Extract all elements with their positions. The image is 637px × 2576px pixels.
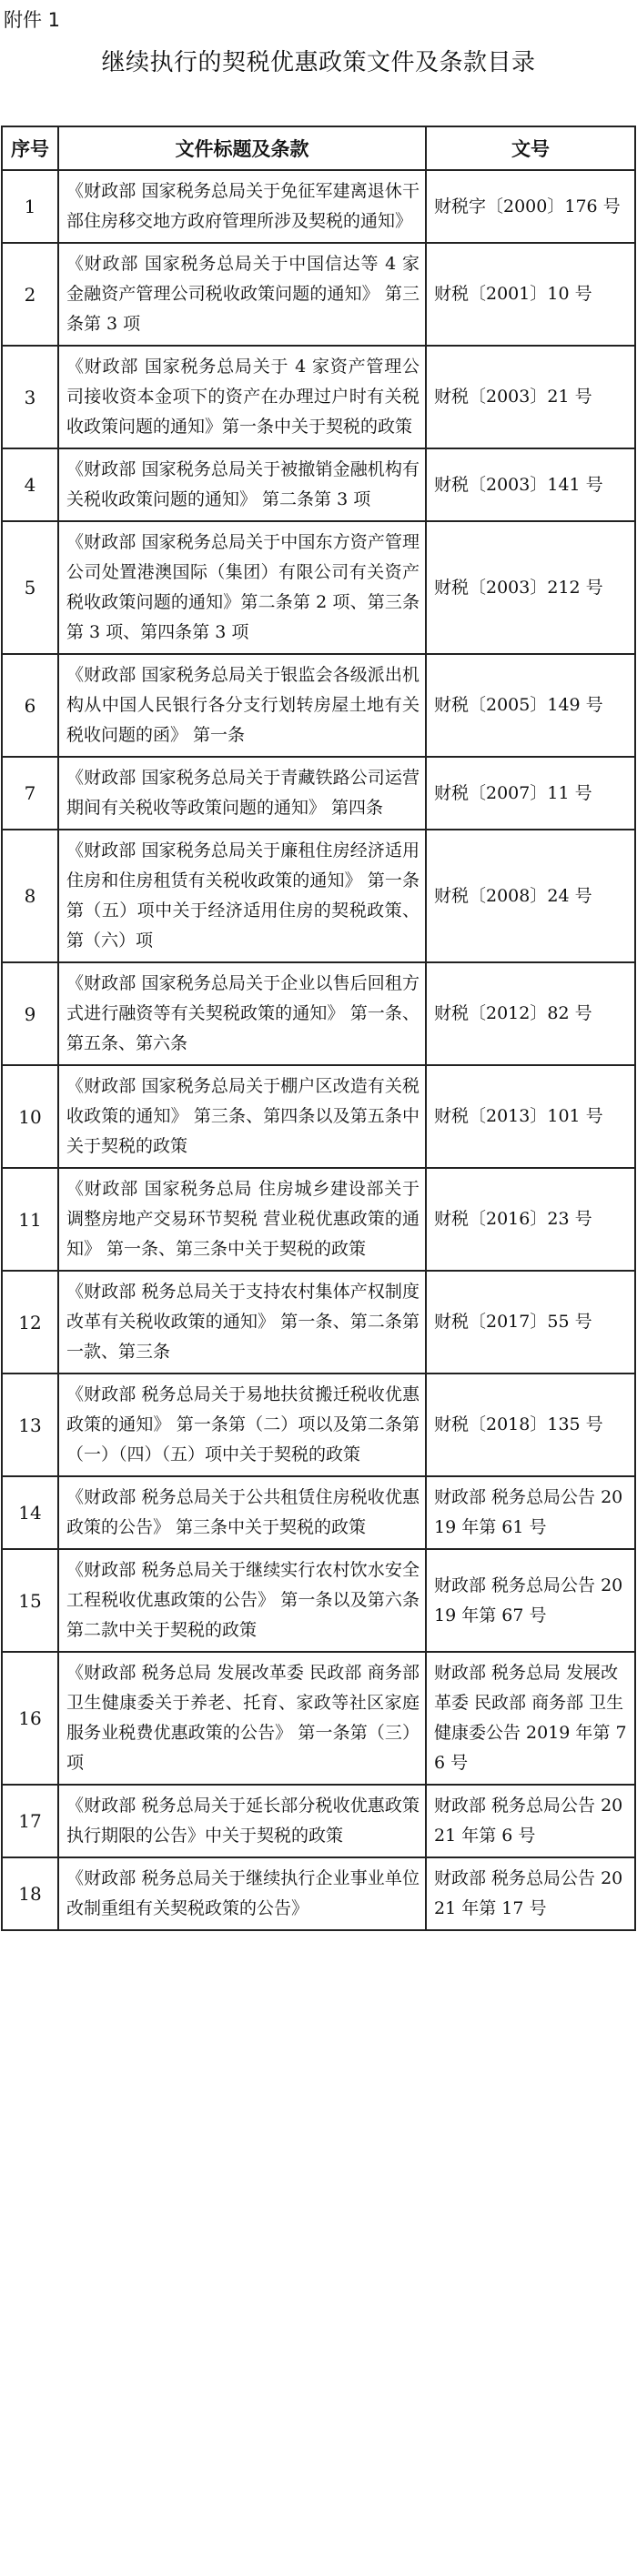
row-number: 11 [2,1168,58,1271]
document-number: 财税〔2013〕101 号 [426,1065,635,1168]
document-title-and-clause: 《财政部 税务总局关于公共租赁住房税收优惠政策的公告》 第三条中关于契税的政策 [58,1476,426,1549]
document-number: 财政部 税务总局公告 2021 年第 17 号 [426,1857,635,1930]
document-number: 财税〔2003〕141 号 [426,448,635,521]
document-title-and-clause: 《财政部 税务总局关于继续实行农村饮水安全工程税收优惠政策的公告》 第一条以及第六条第二款中关于契税的政策 [58,1549,426,1652]
document-number: 财税字〔2000〕176 号 [426,170,635,243]
row-number: 9 [2,962,58,1065]
row-number: 4 [2,448,58,521]
row-number: 17 [2,1785,58,1857]
row-number: 14 [2,1476,58,1549]
table-row [2,1549,635,1652]
policy-table [1,126,636,1931]
table-row [2,1271,635,1374]
document-title-and-clause: 《财政部 国家税务总局关于中国东方资产管理公司处置港澳国际（集团）有限公司有关资产税收政策问题的通知》第二条第 2 项、第三条第 3 项、第四条第 3 项 [58,521,426,654]
table-header-row [2,126,635,170]
table-row [2,1168,635,1271]
document-number: 财税〔2003〕212 号 [426,521,635,654]
document-title-and-clause: 《财政部 国家税务总局 住房城乡建设部关于调整房地产交易环节契税 营业税优惠政策的通知》 第一条、第三条中关于契税的政策 [58,1168,426,1271]
document-number: 财税〔2016〕23 号 [426,1168,635,1271]
document-title-and-clause: 《财政部 国家税务总局关于企业以售后回租方式进行融资等有关契税政策的通知》 第一条、第五条、第六条 [58,962,426,1065]
document-number: 财税〔2008〕24 号 [426,830,635,962]
column-header-title: 文件标题及条款 [58,126,426,170]
document-number: 财政部 税务总局公告 2021 年第 6 号 [426,1785,635,1857]
table-row [2,1476,635,1549]
table-row [2,170,635,243]
document-title-and-clause: 《财政部 国家税务总局关于中国信达等 4 家金融资产管理公司税收政策问题的通知》 第三条第 3 项 [58,243,426,346]
table-row [2,962,635,1065]
document-title-and-clause: 《财政部 国家税务总局关于棚户区改造有关税收政策的通知》 第三条、第四条以及第五条中关于契税的政策 [58,1065,426,1168]
document-number: 财政部 税务总局 发展改革委 民政部 商务部 卫生健康委公告 2019 年第 76 号 [426,1652,635,1785]
row-number: 10 [2,1065,58,1168]
document-number: 财政部 税务总局公告 2019 年第 67 号 [426,1549,635,1652]
table-row [2,346,635,448]
document-title: 继续执行的契税优惠政策文件及条款目录 [101,49,536,76]
row-number: 7 [2,757,58,830]
row-number: 8 [2,830,58,962]
row-number: 16 [2,1652,58,1785]
table-row [2,448,635,521]
document-number: 财税〔2018〕135 号 [426,1374,635,1476]
document-title-and-clause: 《财政部 税务总局关于延长部分税收优惠政策执行期限的公告》中关于契税的政策 [58,1785,426,1857]
document-title-and-clause: 《财政部 税务总局 发展改革委 民政部 商务部 卫生健康委关于养老、托育、家政等社区家庭服务业税费优惠政策的公告》 第一条第（三）项 [58,1652,426,1785]
table-row [2,1652,635,1785]
document-number: 财税〔2001〕10 号 [426,243,635,346]
document-number: 财税〔2003〕21 号 [426,346,635,448]
document-title-and-clause: 《财政部 税务总局关于继续执行企业事业单位改制重组有关契税政策的公告》 [58,1857,426,1930]
table-row [2,1374,635,1476]
document-title-and-clause: 《财政部 国家税务总局关于银监会各级派出机构从中国人民银行各分支行划转房屋土地有关税收问题的函》 第一条 [58,654,426,757]
document-title-and-clause: 《财政部 国家税务总局关于 4 家资产管理公司接收资本金项下的资产在办理过户时有关税收政策问题的通知》第一条中关于契税的政策 [58,346,426,448]
attachment-label: 附件 1 [4,9,61,31]
row-number: 3 [2,346,58,448]
document-number: 财税〔2012〕82 号 [426,962,635,1065]
table-row [2,521,635,654]
row-number: 6 [2,654,58,757]
table-row [2,654,635,757]
table-row [2,1065,635,1168]
document-title-and-clause: 《财政部 税务总局关于支持农村集体产权制度改革有关税收政策的通知》 第一条、第二条第一款、第三条 [58,1271,426,1374]
table-row [2,1785,635,1857]
column-header-number: 序号 [2,126,58,170]
document-title-and-clause: 《财政部 国家税务总局关于被撤销金融机构有关税收政策问题的通知》 第二条第 3 项 [58,448,426,521]
column-header-doc-number: 文号 [426,126,635,170]
document-number: 财税〔2007〕11 号 [426,757,635,830]
table-body [2,170,635,1930]
document-title-and-clause: 《财政部 国家税务总局关于青藏铁路公司运营期间有关税收等政策问题的通知》 第四条 [58,757,426,830]
document-number: 财政部 税务总局公告 2019 年第 61 号 [426,1476,635,1549]
row-number: 1 [2,170,58,243]
row-number: 15 [2,1549,58,1652]
row-number: 5 [2,521,58,654]
document-number: 财税〔2017〕55 号 [426,1271,635,1374]
document-title-and-clause: 《财政部 国家税务总局关于廉租住房经济适用住房和住房租赁有关税收政策的通知》 第一条第（五）项中关于经济适用住房的契税政策、第（六）项 [58,830,426,962]
document-title-and-clause: 《财政部 税务总局关于易地扶贫搬迁税收优惠政策的通知》 第一条第（二）项以及第二条第（一）（四）（五）项中关于契税的政策 [58,1374,426,1476]
document-title-and-clause: 《财政部 国家税务总局关于免征军建离退休干部住房移交地方政府管理所涉及契税的通知》 [58,170,426,243]
row-number: 13 [2,1374,58,1476]
row-number: 2 [2,243,58,346]
table-row [2,757,635,830]
table-row [2,1857,635,1930]
row-number: 12 [2,1271,58,1374]
table-row [2,243,635,346]
table-row [2,830,635,962]
row-number: 18 [2,1857,58,1930]
document-number: 财税〔2005〕149 号 [426,654,635,757]
